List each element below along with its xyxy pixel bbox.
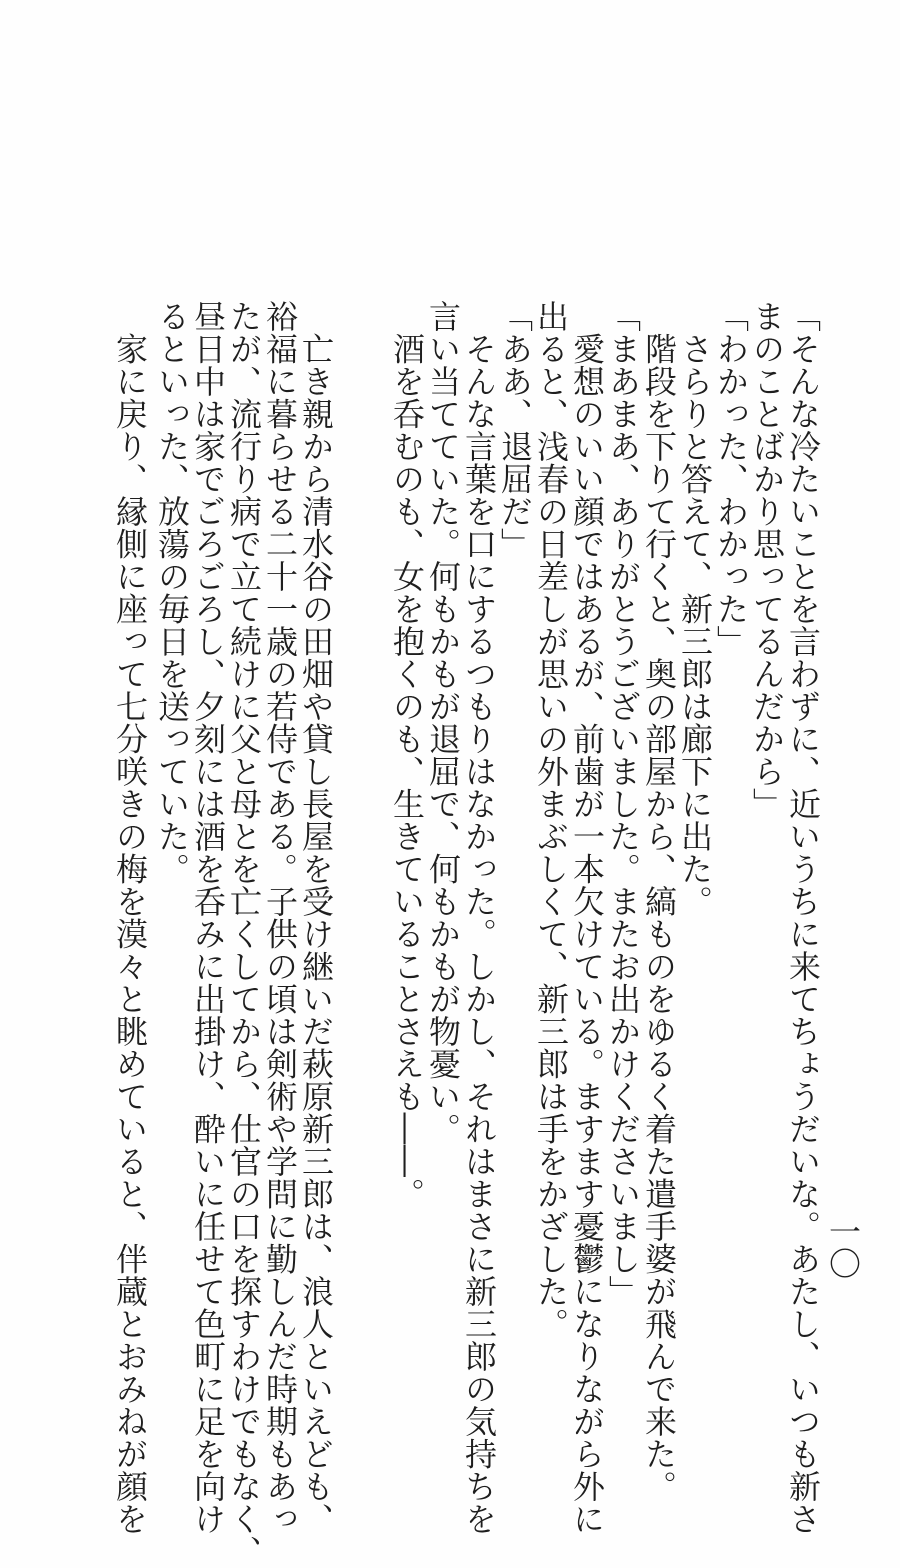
text-line: さらりと答えて、新三郎は廊下に出た。 xyxy=(676,300,714,918)
page-number: 一〇 xyxy=(824,1215,862,1279)
text-line: 「わかった、わかった」 xyxy=(712,300,750,658)
text-line: まのことばかり思ってるんだから」 xyxy=(748,300,786,820)
text-line: そんな言葉を口にするつもりはなかった。しかし、それはまさに新三郎の気持ちを xyxy=(460,300,498,1535)
text-line: るといった、放蕩の毎日を送っていた。 xyxy=(153,300,191,885)
text-line: 出ると、浅春の日差しが思いの外まぶしくて、新三郎は手をかざした。 xyxy=(532,300,570,1340)
text-line: 言い当てていた。何もかもが退屈で、何もかもが物憂い。 xyxy=(424,300,462,1145)
text-line: たが、流行り病で立て続けに父と母とを亡くしてから、仕官の口を探すわけでもなく、 xyxy=(225,300,263,1568)
text-line: 裕福に暮らせる二十一歳の若侍である。子供の頃は剣術や学問に勤しんだ時期もあっ xyxy=(261,300,299,1535)
text-line: 家に戻り、縁側に座って七分咲きの梅を漠々と眺めていると、伴蔵とおみねが顔を xyxy=(111,300,149,1535)
text-line: 亡き親から清水谷の田畑や貸し長屋を受け継いだ萩原新三郎は、浪人といえども、 xyxy=(297,300,335,1535)
text-line: 階段を下りて行くと、奥の部屋から、縞ものをゆるく着た遣手婆が飛んで来た。 xyxy=(640,300,678,1503)
text-line: 「ああ、退屈だ」 xyxy=(496,300,534,560)
text-line: 酒を呑むのも、女を抱くのも、生きていることさえも――。 xyxy=(388,300,426,1210)
text-line: 「そんな冷たいことを言わずに、近いうちに来てちょうだいな。あたし、いつも新さ xyxy=(784,300,822,1535)
text-line: 昼日中は家でごろごろし、夕刻には酒を呑みに出掛け、酔いに任せて色町に足を向け xyxy=(189,300,227,1535)
text-line: 愛想のいい顔ではあるが、前歯が一本欠けている。ますます憂鬱になりながら外に xyxy=(568,300,606,1535)
text-line: 「まあまあ、ありがとうございました。またお出かけくださいまし」 xyxy=(604,300,642,1308)
